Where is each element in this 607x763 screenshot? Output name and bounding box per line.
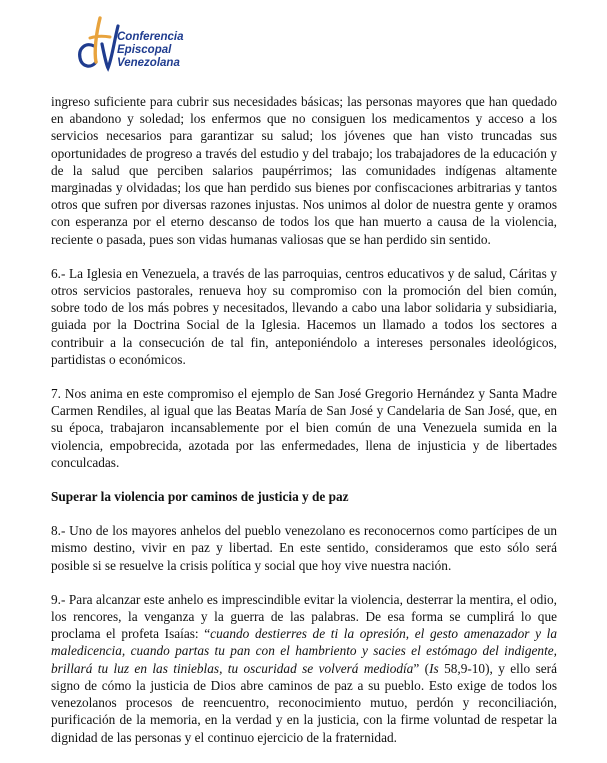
document-body — [51, 93, 557, 763]
cev-logo — [72, 12, 252, 82]
scripture-book: Is — [429, 660, 439, 676]
paragraph-9-rest: 58,9-10), y ello será signo de cómo la justicia de Dios abre caminos de paz a su pueblo. Esto exige de todos los venezolanos procesos de reencuentro, reconocimiento mutuo, perdón y reconciliación, purificación de la memoria, en la verdad y en la justicia, con la firme voluntad de respetar la dignidad de las personas y el continuo ejercicio de la fraternidad. — [51, 660, 558, 745]
quote-close: ” ( — [413, 660, 430, 676]
org-name-line-1: Conferencia — [117, 31, 184, 43]
paragraph-continued: ingreso suficiente para cubrir sus necesidades básicas; las personas mayores que han quedado en abandono y soledad; los enfermos que no consiguen los medicamentos y acceso a los servicios necesarios para garantizar su salud; los jóvenes que han visto truncadas sus oportunidades de progreso a través del estudio y del trabajo; los trabajadores de la educación y de la salud que perciben salarios paupérrimos; las comunidades indígenas altamente marginadas y olvidadas; los que han perdido sus bienes por confiscaciones arbitrarias y tantos otros que sufren por diversas razones injustas. Nos unimos al dolor de nuestra gente y oramos con esperanza por el eterno descanso de todos los que han muerto a causa de la violencia, reciente o pasada, pues son vidas humanas valiosas que se han perdido sin sentido. — [51, 94, 557, 247]
org-name-line-3: Venezolana — [117, 57, 180, 69]
org-name-line-2: Episcopal — [117, 44, 172, 56]
isaiah-quote: cuando destierres de ti la opresión, el gesto amenazador y la maledicencia, cuando partas tu pan con el hambriento y sacies el estómago del indigente, brillará tu luz en las tinieblas, tu oscuridad se volverá mediodía — [51, 626, 558, 676]
section-heading: Superar la violencia por caminos de justicia y de paz — [51, 489, 349, 505]
paragraph-6: 6.- La Iglesia en Venezuela, a través de las parroquias, centros educativos y de salud, Cáritas y otros servicios pastorales, renueva hoy su compromiso con la promoción del bien común, sobre todo de los más pobres y necesitados, llevando a cabo una labor solidaria y subsidiaria, guiada por la Doctrina Social de la Iglesia. Hacemos un llamado a todos los sectores a contribuir a la consecución de tal fin, anteponiéndolo a intereses personales ideológicos, partidistas o económicos. — [51, 265, 557, 367]
paragraph-7: 7. Nos anima en este compromiso el ejemplo de San José Gregorio Hernández y Santa Madre Carmen Rendiles, al igual que las Beatas María de San José y Candelaria de San José, que, en su época, trabajaron incansablemente por el bien común de una Venezuela sumida en la violencia, empobrecida, azotada por las enfermedades, llena de injusticia y de libertades conculcadas. — [51, 386, 557, 470]
paragraph-9-intro: 9.- Para alcanzar este anhelo es imprescindible evitar la violencia, desterrar la mentira, el odio, los rencores, la venganza y la guerra de las palabras. De esa forma se cumplirá lo que proclama el profeta Isaías: “ — [51, 591, 557, 642]
paragraph-8: 8.- Uno de los mayores anhelos del pueblo venezolano es reconocernos como partícipes de un mismo destino, vivir en paz y libertad. En este sentido, consideramos que esto sólo será posible si se resuelve la crisis política y social que hoy vive nuestra nación. — [51, 523, 557, 573]
paragraph-9 — [51, 591, 557, 746]
org-name — [117, 31, 183, 70]
